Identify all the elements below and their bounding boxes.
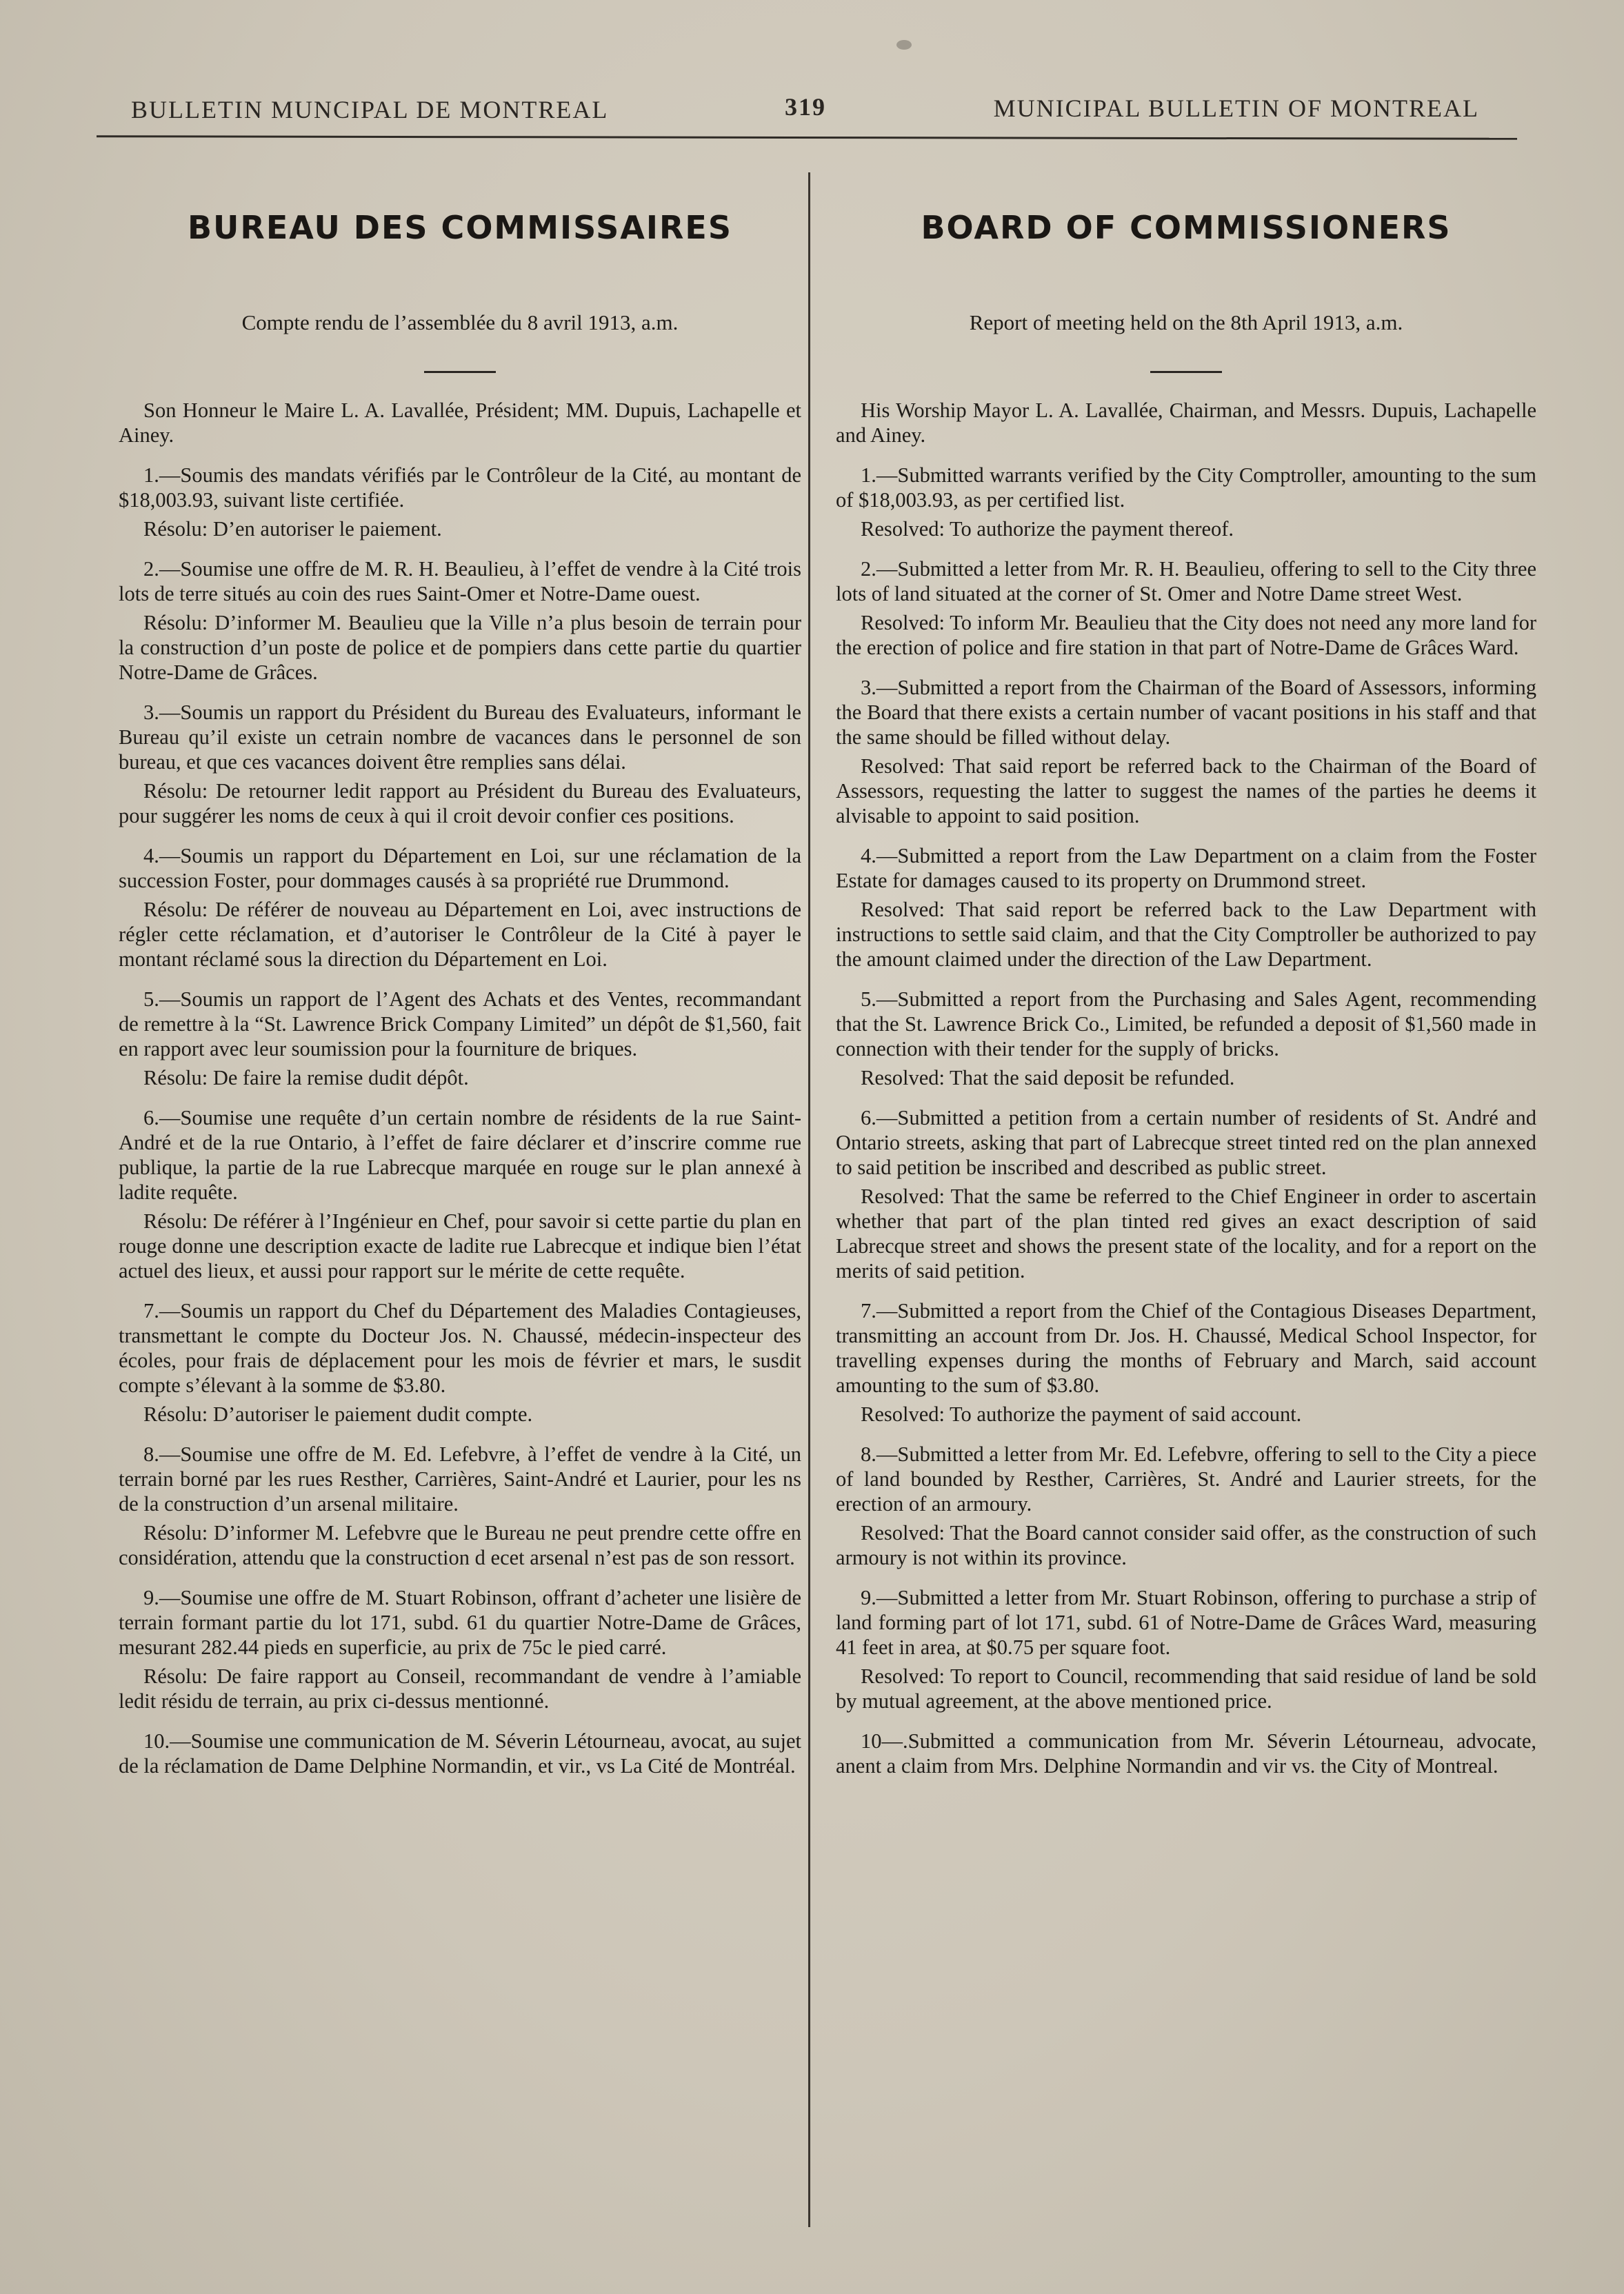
english-title: BOARD OF COMMISSIONERS [921,209,1452,246]
header-rule [97,135,1517,140]
english-item-5: 5.—Submitted a report from the Purchasing and Sales Agent, recommending that the St. Lawrence Brick Co., Limited, be refunded a deposit of $1,560 made in connection with their tender for the supply of bricks. [836,987,1536,1060]
french-item-4: 4.—Soumis un rapport du Département en Loi, sur une réclamation de la succession Foster, pour dommages causés à sa propriété rue Drummond. [119,844,801,892]
french-resolution-8: Résolu: D’informer M. Lefebvre que le Bureau ne peut prendre cette offre en considération, attendu que la construction d ecet arsenal n’est pas de son ressort. [119,1521,801,1569]
french-item-5: 5.—Soumis un rapport de l’Agent des Achats et des Ventes, recommandant de remettre à la “St. Lawrence Brick Company Limited” un dépôt de $1,560, fait en rapport avec leur soumission pour la fourniture de briques. [119,987,801,1060]
french-meeting-line: Compte rendu de l’assemblée du 8 avril 1913, a.m. [241,310,679,334]
column-divider [808,172,810,2227]
english-resolution-4: Resolved: That said report be referred back to the Law Department with instructions to settle said claim, and that the City Comptroller be authorized to pay the amount claimed under the direction of the Law Department. [836,898,1536,971]
french-resolution-6: Résolu: De référer à l’Ingénieur en Chef, pour savoir si cette partie du plan en rouge donne une description exacte de ladite rue Labrecque et indique bien l’état actuel des lieux, et aussi pour rapport sur le mérite de cette requête. [119,1209,801,1282]
english-short-rule [1150,371,1222,373]
french-resolution-7: Résolu: D’autoriser le paiement dudit compte. [143,1402,533,1426]
french-title: BUREAU DES COMMISSAIRES [188,209,732,246]
french-column [119,207,801,1778]
french-item-10: 10.—Soumise une communication de M. Séverin Létourneau, avocat, au sujet de la réclamation de Dame Delphine Normandin, et vir., vs La Cité de Montréal. [119,1729,801,1778]
english-column [836,207,1536,1778]
french-item-3: 3.—Soumis un rapport du Président du Bureau des Evaluateurs, informant le Bureau qu’il existe un cetrain nombre de vacances dans le personnel de son bureau, et que ces vacances doivent être remplies sans délai. [119,701,801,774]
french-item-6: 6.—Soumise une requête d’un certain nombre de résidents de la rue Saint-André et de la rue Ontario, à l’effet de faire déclarer et d’inscrire comme rue publique, la partie de la rue Labrecque marquée en rouge sur le plan annexé à ladite requête. [119,1106,801,1204]
french-resolution-1: Résolu: D’en autoriser le paiement. [143,517,442,541]
french-item-9: 9.—Soumise une offre de M. Stuart Robinson, offrant d’acheter une lisière de terrain formant partie du lot 171, subd. 61 du quartier Notre-Dame de Grâces, mesurant 282.44 pieds en superficie, au prix de 75c le pied carré. [119,1586,801,1659]
english-resolution-1: Resolved: To authorize the payment thereof. [861,517,1234,541]
french-item-2: 2.—Soumise une offre de M. R. H. Beaulieu, à l’effet de vendre à la Cité trois lots de terre situés au coin des rues Saint-Omer et Notre-Dame ouest. [119,557,801,605]
page-number: 319 [785,93,826,121]
ink-blot-icon [896,40,912,50]
french-resolution-9: Résolu: De faire rapport au Conseil, recommandant de vendre à l’amiable ledit résidu de terrain, au prix ci-dessus mentionné. [119,1664,801,1713]
english-resolution-2: Resolved: To inform Mr. Beaulieu that the City does not need any more land for the erection of police and fire station in that part of Notre-Dame de Grâces Ward. [836,611,1536,659]
french-resolution-3: Résolu: De retourner ledit rapport au Président du Bureau des Evaluateurs, pour suggérer les noms de ceux à qui il croit devoir confier ces positions. [119,779,801,827]
english-item-6: 6.—Submitted a petition from a certain number of residents of St. André and Ontario streets, asking that part of Labrecque street tinted red on the plan annexed to said petition be inscribed and described as public street. [836,1106,1536,1179]
english-resolution-9: Resolved: To report to Council, recommending that said residue of land be sold by mutual agreement, at the above mentioned price. [836,1664,1536,1713]
french-short-rule [424,371,496,373]
english-item-9: 9.—Submitted a letter from Mr. Stuart Robinson, offering to purchase a strip of land forming part of lot 171, subd. 61 of Notre-Dame de Grâces Ward, measuring 41 feet in area, at $0.75 per square foot. [836,1586,1536,1659]
running-header [131,88,1479,130]
header-left-title: BULLETIN MUNCIPAL DE MONTREAL [131,96,609,123]
french-resolution-5: Résolu: De faire la remise dudit dépôt. [143,1066,469,1089]
english-item-3: 3.—Submitted a report from the Chairman of the Board of Assessors, informing the Board that there exists a certain number of vacant positions in his staff and that the same should be filled without delay. [836,676,1536,749]
french-item-1: 1.—Soumis des mandats vérifiés par le Contrôleur de la Cité, au montant de $18,003.93, suivant liste certifiée. [119,463,801,512]
french-item-7: 7.—Soumis un rapport du Chef du Département des Maladies Contagieuses, transmettant le compte du Docteur Jos. N. Chaussé, médecin-inspecteur des écoles, pour frais de déplacement pour les mois de février et mars, le susdit compte s’élevant à la somme de $3.80. [119,1299,801,1397]
english-attendance: His Worship Mayor L. A. Lavallée, Chairman, and Messrs. Dupuis, Lachapelle and Ainey. [836,399,1536,447]
header-right-title: MUNICIPAL BULLETIN OF MONTREAL [993,94,1479,122]
french-attendance: Son Honneur le Maire L. A. Lavallée, Président; MM. Dupuis, Lachapelle et Ainey. [119,399,801,447]
english-resolution-8: Resolved: That the Board cannot consider said offer, as the construction of such armoury is not within its province. [836,1521,1536,1569]
english-resolution-7: Resolved: To authorize the payment of said account. [861,1402,1302,1426]
english-resolution-5: Resolved: That the said deposit be refunded. [861,1066,1235,1089]
english-item-7: 7.—Submitted a report from the Chief of the Contagious Diseases Department, transmitting an account from Dr. Jos. H. Chaussé, Medical School Inspector, for travelling expenses during the months of February and March, said account amounting to the sum of $3.80. [836,1299,1536,1397]
english-item-2: 2.—Submitted a letter from Mr. R. H. Beaulieu, offering to sell to the City three lots of land situated at the corner of St. Omer and Notre Dame street West. [836,557,1536,605]
english-resolution-3: Resolved: That said report be referred back to the Chairman of the Board of Assessors, requesting the latter to suggest the names of the parties he deems it alvisable to appoint to said position. [836,754,1536,827]
english-item-4: 4.—Submitted a report from the Law Department on a claim from the Foster Estate for damages caused to its property on Drummond street. [836,844,1536,892]
english-meeting-line: Report of meeting held on the 8th April 1913, a.m. [969,310,1403,334]
english-item-10: 10—.Submitted a communication from Mr. Séverin Létourneau, advocate, anent a claim from Mrs. Delphine Normandin and vir vs. the City of Montreal. [836,1729,1536,1778]
english-resolution-6: Resolved: That the same be referred to the Chief Engineer in order to ascertain whether that part of the plan tinted red gives an exact description of said Labrecque street and shows the present state of the locality, and for a report on the merits of said petition. [836,1185,1536,1282]
english-item-8: 8.—Submitted a letter from Mr. Ed. Lefebvre, offering to sell to the City a piece of land bounded by Resther, Carrières, St. André and Laurier streets, for the erection of an armoury. [836,1442,1536,1516]
french-resolution-4: Résolu: De référer de nouveau au Département en Loi, avec instructions de régler cette réclamation, et d’autoriser le Contrôleur de la Cité à payer le montant réclamé sous la direction du Département en Loi. [119,898,801,971]
french-item-8: 8.—Soumise une offre de M. Ed. Lefebvre, à l’effet de vendre à la Cité, un terrain borné par les rues Resther, Carrières, Saint-André et Laurier, pour les ns de la construction d’un arsenal militaire. [119,1442,801,1516]
english-item-1: 1.—Submitted warrants verified by the City Comptroller, amounting to the sum of $18,003.93, as per certified list. [836,463,1536,512]
french-resolution-2: Résolu: D’informer M. Beaulieu que la Ville n’a plus besoin de terrain pour la construction d’un poste de police et de pompiers dans cette partie du quartier Notre-Dame de Grâces. [119,611,801,684]
